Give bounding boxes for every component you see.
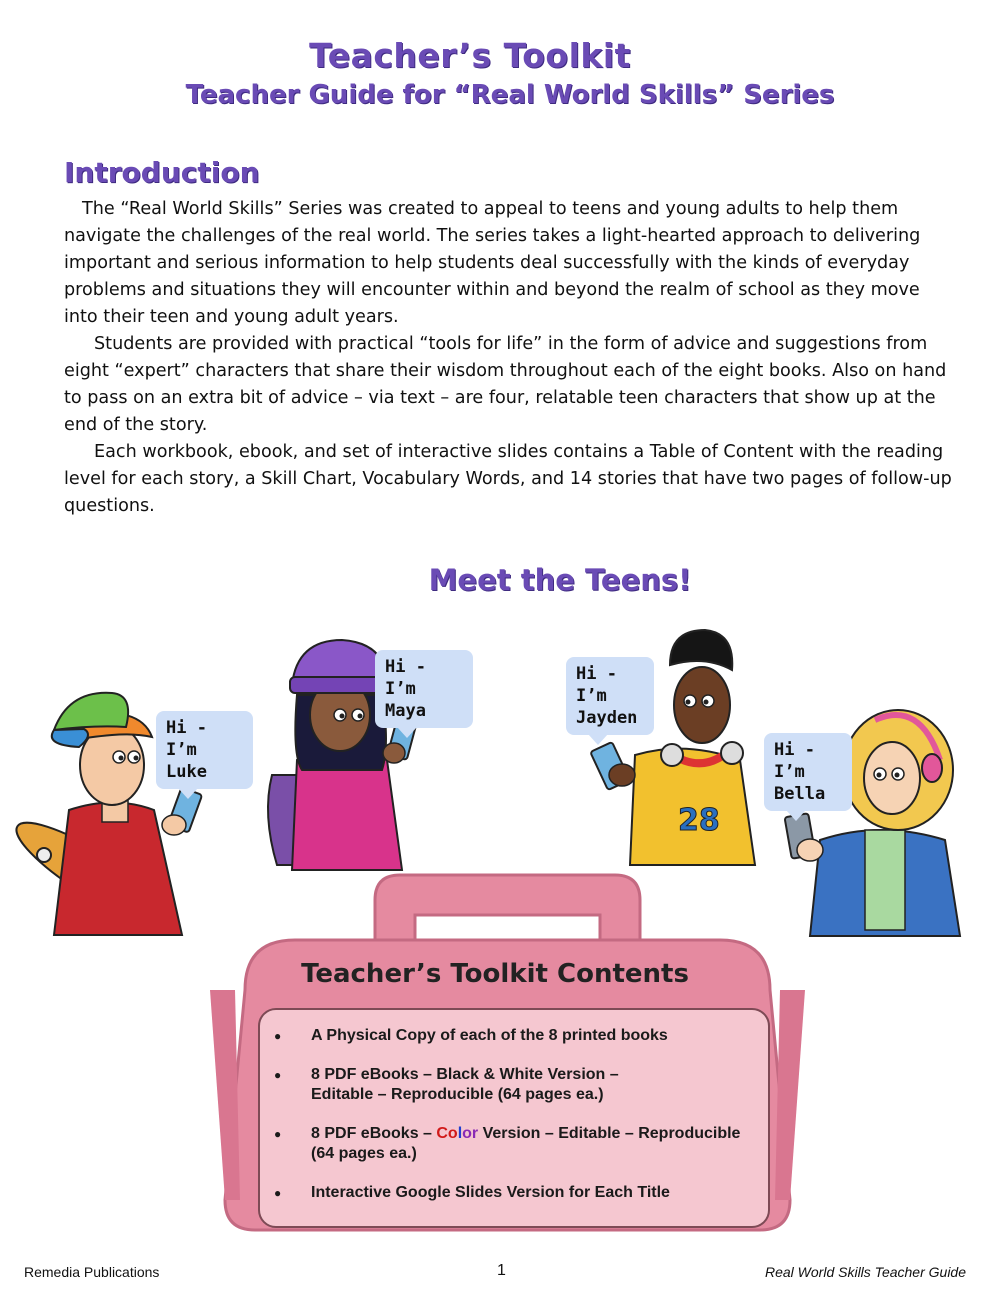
- footer-publisher: Remedia Publications: [24, 1264, 160, 1280]
- meet-the-teens-heading: Meet the Teens!: [428, 563, 692, 597]
- jayden-speech-bubble: Hi - I’m Jayden: [566, 657, 654, 735]
- intro-paragraph-3: Each workbook, ebook, and set of interactive slides contains a Table of Content with the reading level for each story, a Skill Chart, Vocabulary Words, and 14 stories that have two pages of follow-up questions.: [64, 442, 952, 516]
- intro-paragraph-2: Students are provided with practical “tools for life” in the form of advice and suggestions from eight “expert” characters that share their wisdom throughout each of the eight books. Also on hand to pass on an extra bit of advice – via text – are four, relatable teen characters that show up at the end of the story.: [64, 334, 947, 435]
- list-item: ● 8 PDF eBooks – Color Version – Editable – Reproducible (64 pages ea.): [270, 1124, 760, 1164]
- luke-speech-bubble: Hi - I’m Luke: [156, 711, 253, 789]
- bella-speech-bubble: Hi - I’m Bella: [764, 733, 852, 811]
- list-item: ● A Physical Copy of each of the 8 printed books: [270, 1026, 760, 1046]
- list-item: ● Interactive Google Slides Version for Each Title: [270, 1183, 760, 1203]
- page-subtitle: Teacher Guide for “Real World Skills” Series: [185, 80, 835, 110]
- toolkit-title: Teacher’s Toolkit Contents: [301, 959, 689, 989]
- intro-paragraph-1: The “Real World Skills” Series was created to appeal to teens and young adults to help them navigate the challenges of the real world. The series takes a light-hearted approach to delivering important and serious information to help students deal successfully with the kinds of everyday problems and situations they will encounter within and beyond the realm of school as they move into their teen and young adult years.: [64, 199, 921, 327]
- footer-page-number: 1: [497, 1262, 506, 1279]
- jersey-number: 28: [678, 803, 720, 838]
- list-item: ● 8 PDF eBooks – Black & White Version – Editable – Reproducible (64 pages ea.): [270, 1065, 760, 1105]
- page-title: Teacher’s Toolkit: [309, 36, 631, 75]
- footer-guide-name: Real World Skills Teacher Guide: [764, 1264, 966, 1280]
- introduction-heading: Introduction: [64, 156, 260, 189]
- introduction-body: [64, 196, 954, 520]
- maya-speech-bubble: Hi - I’m Maya: [375, 650, 473, 728]
